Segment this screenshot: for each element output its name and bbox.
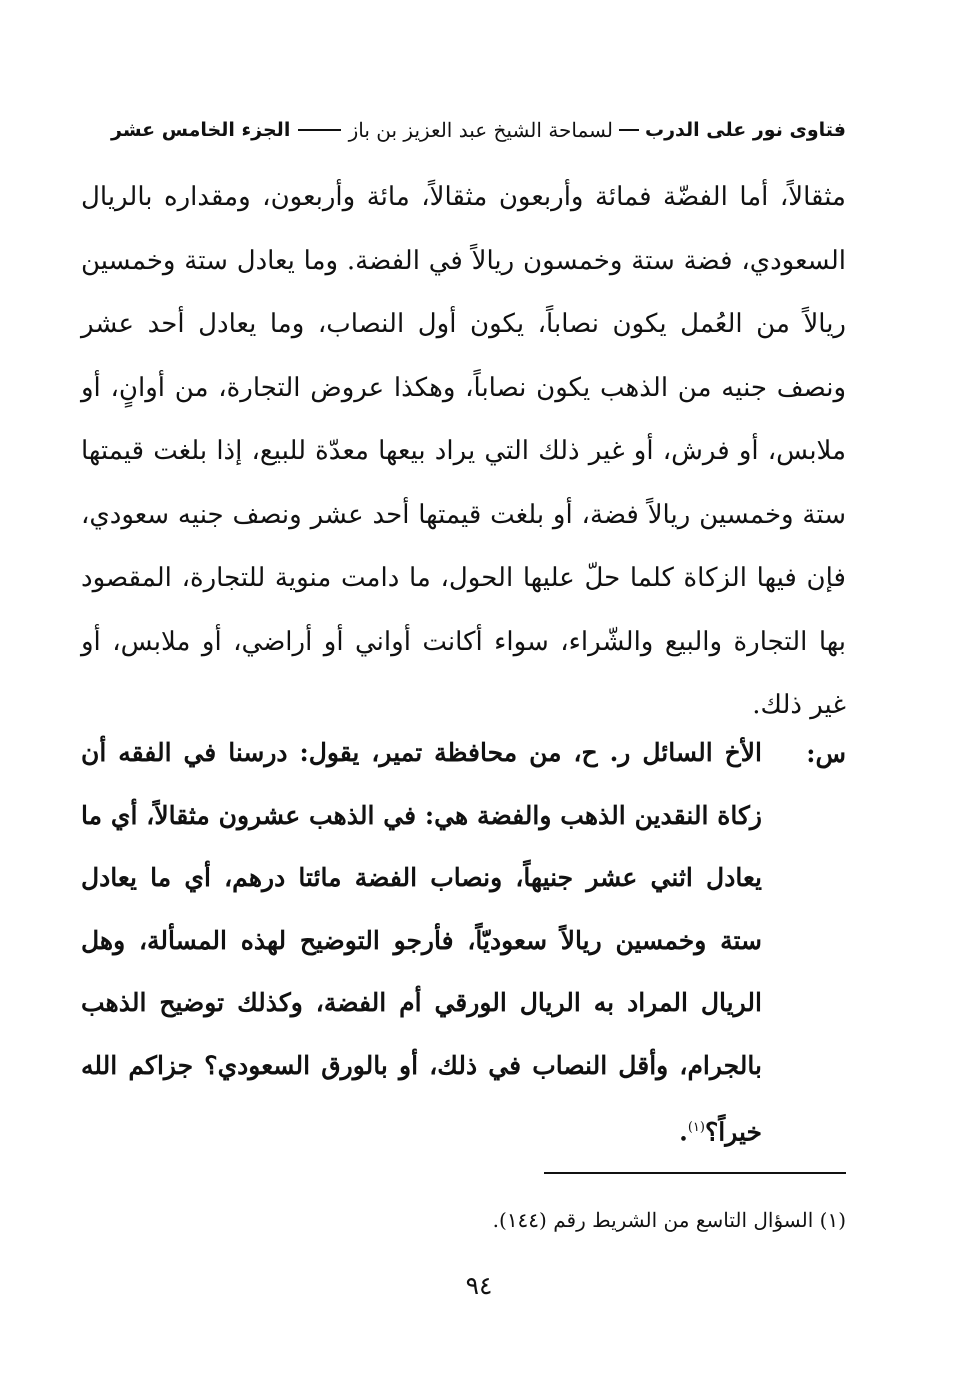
question-block xyxy=(81,722,846,1164)
book-title: فتاوى نور على الدرب xyxy=(645,119,846,141)
author-name: لسماحة الشيخ عبد العزيز بن باز xyxy=(348,118,613,142)
header-dash xyxy=(619,129,639,131)
part-title: الجزء الخامس عشر xyxy=(111,119,291,141)
answer-text xyxy=(81,166,846,738)
footnote-marker: (١) xyxy=(687,1120,705,1135)
header-rule xyxy=(298,129,340,131)
question-paragraph xyxy=(81,722,846,1164)
question-text: الأخ السائل ر. ح، من محافظة تمير، يقول: درسنا في الفقه أن زكاة النقدين الذهب والفضة هي: في الذهب عشرون مثقالاً، أي ما يعادل اثني عشر جنيهاً، ونصاب الفضة مائتا درهم، أي ما يعادل ستة وخمسين ريالاً سعوديّاً، فأرجو التوضيح لهذه المسألة، وهل الريال المراد به الريال الورقي أم الفضة، وكذلك توضيح الذهب بالجرام، وأقل النصاب في ذلك، أو بالورق السعودي؟ جزاكم الله خيراً؟ xyxy=(81,738,762,1147)
footnote: (١) السؤال التاسع من الشريط رقم (١٤٤). xyxy=(492,1208,846,1232)
running-header xyxy=(111,113,846,147)
question-label: س: xyxy=(806,739,846,768)
page-number: ٩٤ xyxy=(465,1271,493,1300)
answer-paragraph: مثقالاً، أما الفضّة فمائة وأربعون مثقالاً، مائة وأربعون، ومقداره بالريال السعودي، فضة ستة وخمسون ريالاً في الفضة. وما يعادل ستة وخمسين ريالاً من العُمل يكون نصاباً، يكون أول النصاب، وما يعادل أحد عشر ونصف جنيه من الذهب يكون نصاباً، وهكذا عروض التجارة، من أوانٍ، أو ملابس، أو فرش، أو غير ذلك التي يراد بيعها معدّة للبيع، إذا بلغت قيمتها ستة وخمسين ريالاً فضة، أو بلغت قيمتها أحد عشر ونصف جنيه سعودي، فإن فيها الزكاة كلما حلّ عليها الحول، ما دامت منوية للتجارة، المقصود بها التجارة والبيع والشّراء، سواء أكانت أواني أو أراضي، أو ملابس، أو غير ذلك. xyxy=(81,182,846,720)
footnote-separator xyxy=(544,1172,846,1174)
question-end-mark: . xyxy=(679,1117,688,1147)
